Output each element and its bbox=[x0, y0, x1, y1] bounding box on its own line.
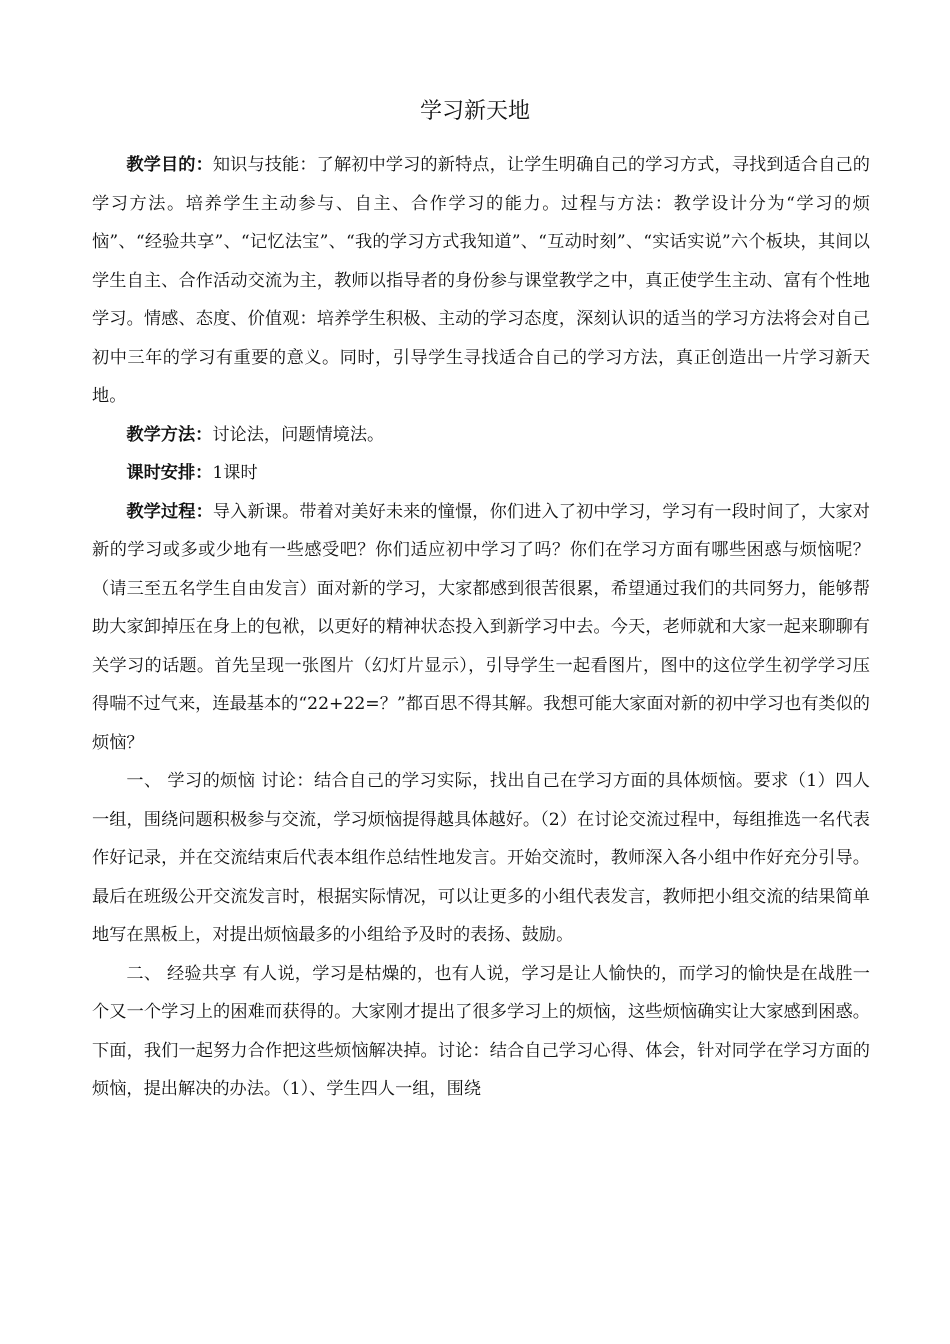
paragraph-text: 知识与技能：了解初中学习的新特点，让学生明确自己的学习方式，寻找到适合自己的学习方法。培养学生主动参与、自主、合作学习的能力。过程与方法：教学设计分为“学习的烦恼”、“经验共享”、“记忆法宝”、“我的学习方式我知道”、“互动时刻”、“实话实说”六个板块，其间以学生自主、合作活动交流为主，教师以指导者的身份参与课堂教学之中，真正使学生主动、富有个性地学习。情感、态度、价值观：培养学生积极、主动的学习态度，深刻认识的适当的学习方法将会对自己初中三年的学习有重要的意义。同时，引导学生寻找适合自己的学习方法，真正创造出一片学习新天地。 bbox=[92, 155, 870, 406]
paragraph-schedule bbox=[92, 454, 870, 493]
paragraph-part-one bbox=[92, 762, 870, 955]
paragraph-text: 1课时 bbox=[212, 463, 258, 483]
paragraph-process bbox=[92, 493, 870, 763]
paragraph-text: 导入新课。带着对美好未来的憧憬，你们进入了初中学习，学习有一段时间了，大家对新的学习或多或少地有一些感受吧？你们适应初中学习了吗？你们在学习方面有哪些困惑与烦恼呢？（请三至五名学生自由发言）面对新的学习，大家都感到很苦很累，希望通过我们的共同努力，能够帮助大家卸掉压在身上的包袱，以更好的精神状态投入到新学习中去。今天，老师就和大家一起来聊聊有关学习的话题。首先呈现一张图片（幻灯片显示），引导学生一起看图片，图中的这位学生初学学习压得喘不过气来，连最基本的“22+22=？”都百思不得其解。我想可能大家面对新的初中学习也有类似的烦恼？ bbox=[92, 501, 870, 753]
paragraph-part-two bbox=[92, 955, 870, 1109]
section-heading-process: 教学过程： bbox=[126, 501, 213, 522]
paragraph-text: 一、 学习的烦恼 讨论：结合自己的学习实际，找出自己在学习方面的具体烦恼。要求（1）四人一组，围绕问题积极参与交流，学习烦恼提得越具体越好。（2）在讨论交流过程中，每组推选一名代表作好记录，并在交流结束后代表本组作总结性地发言。开始交流时，教师深入各小组中作好充分引导。最后在班级公开交流发言时，根据实际情况，可以让更多的小组代表发言，教师把小组交流的结果简单地写在黑板上，对提出烦恼最多的小组给予及时的表扬、鼓励。 bbox=[92, 771, 870, 945]
document-body bbox=[92, 146, 870, 1109]
paragraph-objectives bbox=[92, 146, 870, 416]
paragraph-text: 二、 经验共享 有人说，学习是枯燥的，也有人说，学习是让人愉快的，而学习的愉快是在战胜一个又一个学习上的困难而获得的。大家刚才提出了很多学习上的烦恼，这些烦恼确实让大家感到困惑。下面，我们一起努力合作把这些烦恼解决掉。讨论：结合自己学习心得、体会，针对同学在学习方面的烦恼，提出解决的办法。（1）、学生四人一组，围绕 bbox=[92, 963, 870, 1099]
paragraph-text: 讨论法，问题情境法。 bbox=[212, 424, 385, 445]
document-title: 学习新天地 bbox=[419, 99, 530, 124]
section-heading-methods: 教学方法： bbox=[126, 424, 213, 445]
paragraph-methods bbox=[92, 416, 870, 455]
section-heading-schedule: 课时安排： bbox=[126, 463, 213, 483]
section-heading-objectives: 教学目的： bbox=[126, 155, 213, 175]
